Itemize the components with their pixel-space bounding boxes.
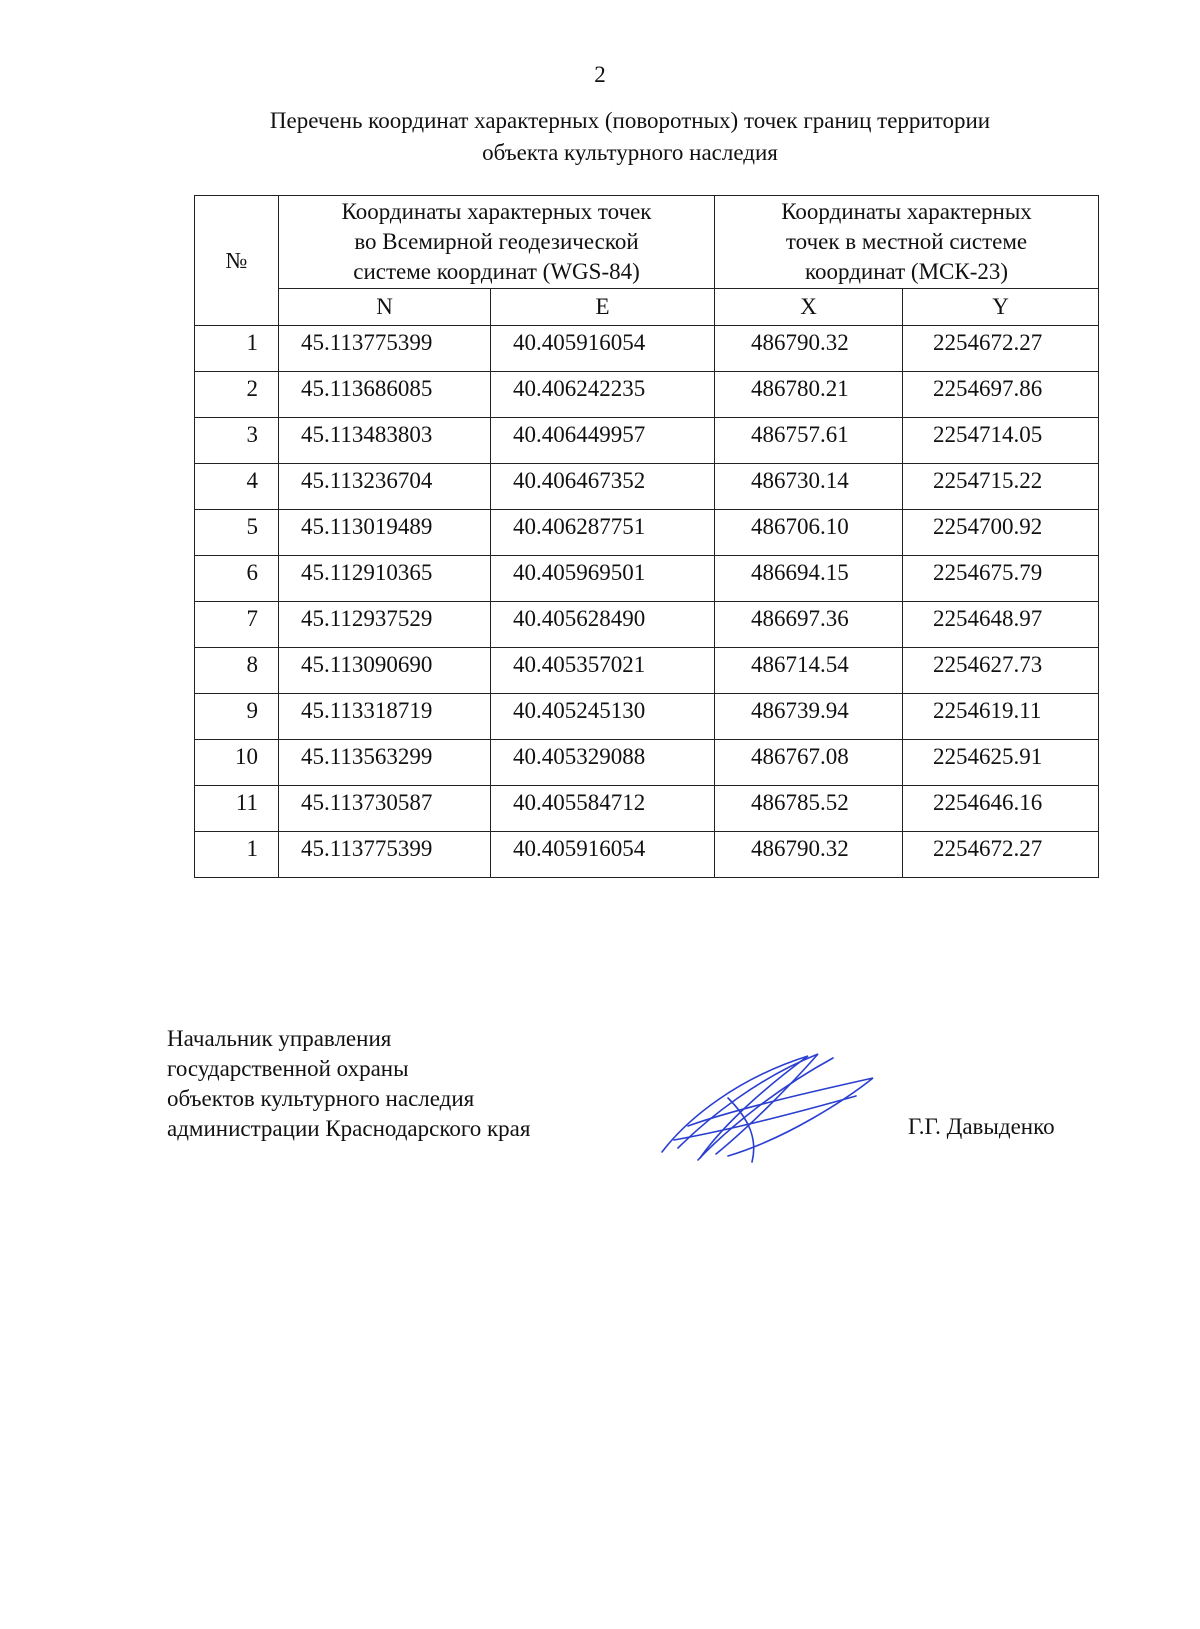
table-row xyxy=(195,648,1099,694)
cell-x: 486739.94 xyxy=(715,694,903,740)
cell-n: 45.112910365 xyxy=(279,556,491,602)
cell-y: 2254715.22 xyxy=(903,464,1099,510)
header-wgs84-line-2: во Всемирной геодезической xyxy=(354,229,639,254)
cell-point-number: 7 xyxy=(195,602,279,648)
signatory-position xyxy=(167,1024,530,1144)
header-y: Y xyxy=(903,289,1099,326)
cell-x: 486714.54 xyxy=(715,648,903,694)
table-row xyxy=(195,740,1099,786)
header-msk23-line-1: Координаты характерных xyxy=(781,199,1032,224)
cell-point-number: 5 xyxy=(195,510,279,556)
cell-y: 2254700.92 xyxy=(903,510,1099,556)
table-row xyxy=(195,694,1099,740)
cell-x: 486785.52 xyxy=(715,786,903,832)
cell-y: 2254672.27 xyxy=(903,326,1099,372)
document-title-line-1: Перечень координат характерных (поворотных) точек границ территории xyxy=(269,108,991,133)
cell-point-number: 4 xyxy=(195,464,279,510)
table-row xyxy=(195,326,1099,372)
cell-y: 2254627.73 xyxy=(903,648,1099,694)
cell-x: 486730.14 xyxy=(715,464,903,510)
cell-n: 45.113236704 xyxy=(279,464,491,510)
cell-y: 2254714.05 xyxy=(903,418,1099,464)
cell-y: 2254672.27 xyxy=(903,832,1099,878)
header-wgs84-group xyxy=(279,196,715,289)
cell-point-number: 10 xyxy=(195,740,279,786)
table-row xyxy=(195,556,1099,602)
cell-y: 2254697.86 xyxy=(903,372,1099,418)
cell-e: 40.405357021 xyxy=(491,648,715,694)
header-msk23-line-2: точек в местной системе xyxy=(785,229,1028,254)
cell-e: 40.405245130 xyxy=(491,694,715,740)
cell-point-number: 6 xyxy=(195,556,279,602)
cell-point-number: 2 xyxy=(195,372,279,418)
cell-x: 486757.61 xyxy=(715,418,903,464)
cell-point-number: 9 xyxy=(195,694,279,740)
cell-n: 45.113563299 xyxy=(279,740,491,786)
cell-e: 40.406242235 xyxy=(491,372,715,418)
header-number: № xyxy=(195,196,279,326)
coordinates-table xyxy=(194,195,1099,878)
header-msk23-line-3: координат (МСК-23) xyxy=(804,259,1009,284)
header-wgs84-line-1: Координаты характерных точек xyxy=(341,199,652,224)
cell-point-number: 1 xyxy=(195,326,279,372)
cell-e: 40.405628490 xyxy=(491,602,715,648)
cell-x: 486706.10 xyxy=(715,510,903,556)
table-row xyxy=(195,510,1099,556)
cell-y: 2254646.16 xyxy=(903,786,1099,832)
table-row xyxy=(195,786,1099,832)
header-msk23-group xyxy=(715,196,1099,289)
signatory-position-line-2: государственной охраны xyxy=(167,1056,409,1081)
cell-x: 486790.32 xyxy=(715,832,903,878)
cell-e: 40.405969501 xyxy=(491,556,715,602)
table-row xyxy=(195,832,1099,878)
cell-y: 2254675.79 xyxy=(903,556,1099,602)
signatory-position-line-1: Начальник управления xyxy=(167,1026,392,1051)
table-row xyxy=(195,602,1099,648)
coordinates-table-body xyxy=(195,326,1099,878)
table-row xyxy=(195,372,1099,418)
cell-n: 45.112937529 xyxy=(279,602,491,648)
cell-e: 40.405916054 xyxy=(491,326,715,372)
header-e: E xyxy=(491,289,715,326)
signatory-position-line-3: объектов культурного наследия xyxy=(167,1086,475,1111)
table-row xyxy=(195,464,1099,510)
cell-n: 45.113686085 xyxy=(279,372,491,418)
signer-name: Г.Г. Давыденко xyxy=(908,1114,1055,1139)
cell-x: 486694.15 xyxy=(715,556,903,602)
cell-x: 486780.21 xyxy=(715,372,903,418)
cell-e: 40.405584712 xyxy=(491,786,715,832)
document-title xyxy=(150,105,1110,169)
cell-n: 45.113730587 xyxy=(279,786,491,832)
cell-e: 40.406467352 xyxy=(491,464,715,510)
cell-point-number: 8 xyxy=(195,648,279,694)
header-wgs84-line-3: системе координат (WGS-84) xyxy=(353,259,640,284)
cell-e: 40.405916054 xyxy=(491,832,715,878)
handwritten-signature xyxy=(658,1048,878,1168)
cell-n: 45.113318719 xyxy=(279,694,491,740)
cell-x: 486790.32 xyxy=(715,326,903,372)
document-title-line-2: объекта культурного наследия xyxy=(482,140,778,165)
table-row xyxy=(195,418,1099,464)
cell-point-number: 3 xyxy=(195,418,279,464)
cell-n: 45.113483803 xyxy=(279,418,491,464)
cell-n: 45.113019489 xyxy=(279,510,491,556)
cell-e: 40.406449957 xyxy=(491,418,715,464)
cell-n: 45.113775399 xyxy=(279,832,491,878)
cell-point-number: 1 xyxy=(195,832,279,878)
cell-e: 40.406287751 xyxy=(491,510,715,556)
cell-n: 45.113090690 xyxy=(279,648,491,694)
cell-e: 40.405329088 xyxy=(491,740,715,786)
header-x: X xyxy=(715,289,903,326)
cell-n: 45.113775399 xyxy=(279,326,491,372)
cell-y: 2254619.11 xyxy=(903,694,1099,740)
page-number: 2 xyxy=(594,62,606,87)
header-n: N xyxy=(279,289,491,326)
cell-x: 486697.36 xyxy=(715,602,903,648)
cell-y: 2254625.91 xyxy=(903,740,1099,786)
signatory-position-line-4: администрации Краснодарского края xyxy=(167,1116,531,1141)
cell-y: 2254648.97 xyxy=(903,602,1099,648)
cell-x: 486767.08 xyxy=(715,740,903,786)
cell-point-number: 11 xyxy=(195,786,279,832)
